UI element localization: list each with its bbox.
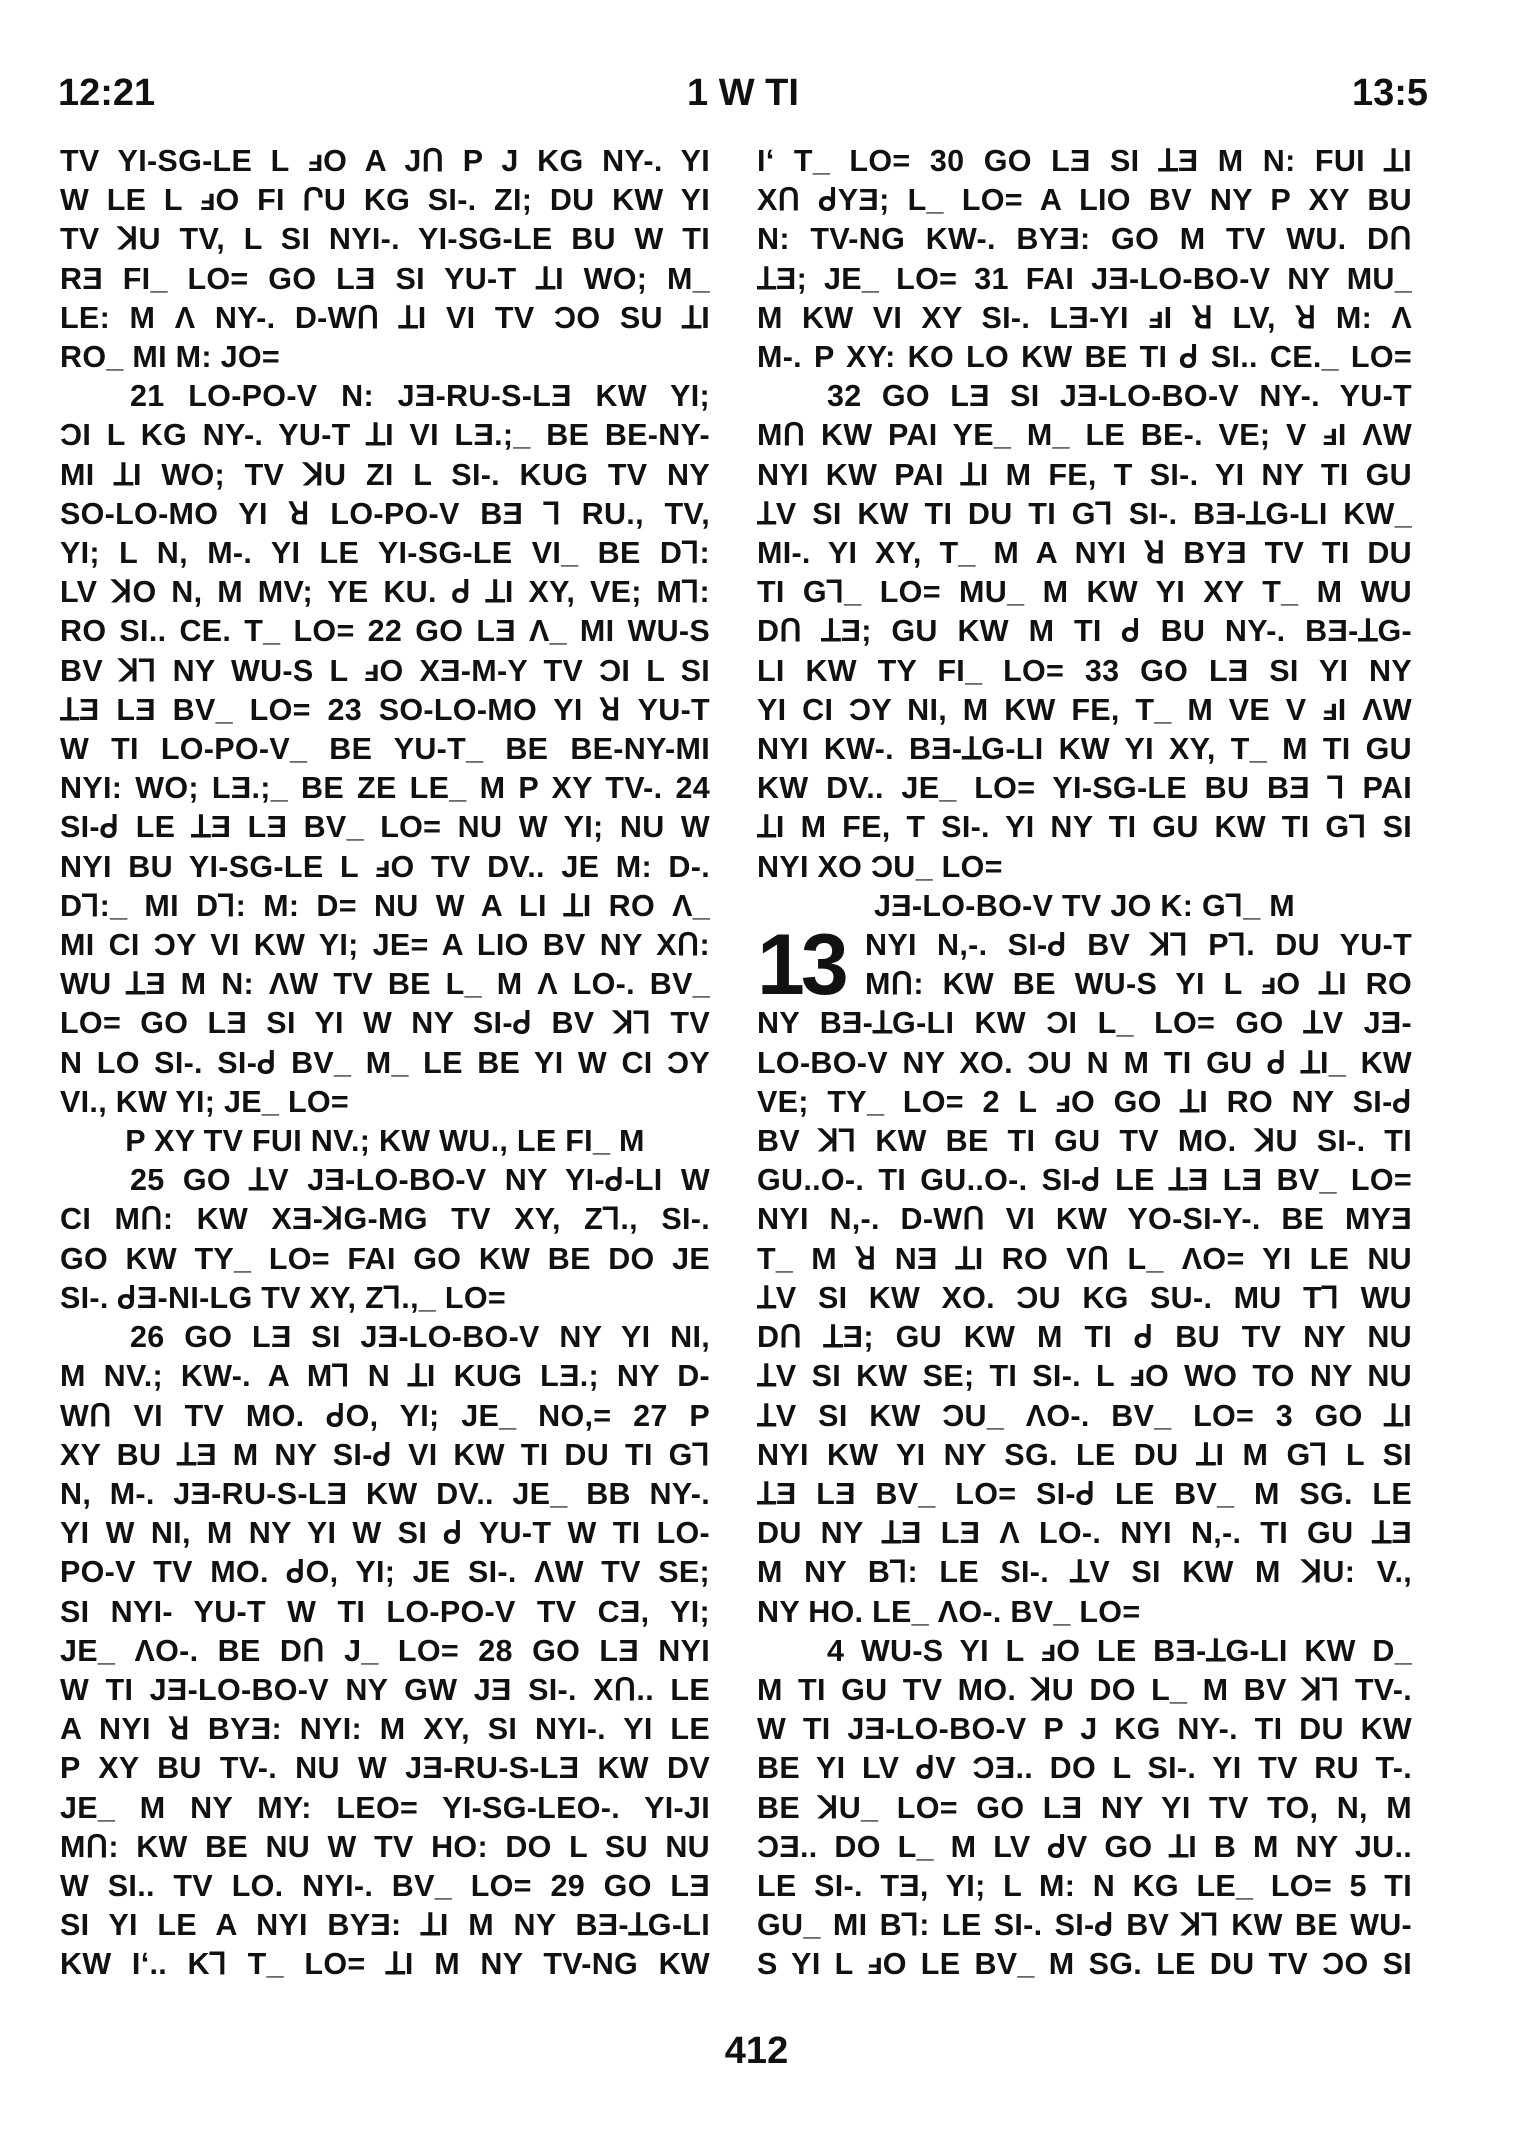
text-line: M KW VI XY SI-. LƎ-YI ⅎI ꓤ LV, ꓤ M: Λ xyxy=(757,300,1412,335)
paragraph xyxy=(60,142,710,377)
text-line: Iʻ T_ LO= 30 GO LƎ SI ꓕƎ M N: FUI ꓕI xyxy=(757,144,1412,178)
chapter-opening xyxy=(757,917,1412,1014)
text-line: 25 GO ꓕV JƎ-LO-BO-V NY YI-ᑯ-LI W xyxy=(130,1163,710,1198)
text-line: VE; TY_ LO= 2 L ⅎO GO ꓕI RO NY SI-ᑯ xyxy=(757,1084,1412,1119)
text-line: VI., KW YI; JE_ LO= xyxy=(60,1084,350,1119)
text-line: MՈ: KW BE NU W TV HO: DO L SU NU xyxy=(60,1829,710,1864)
text-line: D⅂:_ MI D⅂: M: D= NU W A LI ꓕI RO Λ_ xyxy=(60,888,710,923)
text-line: MՈ KW PAI YE_ M_ LE BE-. VE; V ⅎI ΛW xyxy=(757,418,1412,453)
text-line: M TI GU TV MO. ꓘU DO L_ M BV ꓘ⅂ TV-. xyxy=(757,1672,1412,1707)
text-line: LE SI-. TƎ, YI; L M: N KG LE_ LO= 5 TI xyxy=(757,1868,1412,1903)
text-line: W SI.. TV LO. NYI-. BV_ LO= 29 GO LƎ xyxy=(60,1868,710,1903)
header-right-reference: 13:5 xyxy=(1351,72,1428,114)
text-line: M NY B⅂: LE SI-. ꓕV SI KW M ꓘU: V., xyxy=(757,1555,1412,1590)
text-line: 21 LO-PO-V N: JƎ-RU-S-LƎ KW YI; xyxy=(130,379,710,414)
paragraph xyxy=(60,1161,710,1318)
text-line: RO_ MI M: JO= xyxy=(60,340,280,375)
paragraph xyxy=(757,142,1412,377)
text-line: LE: M Λ NY-. D-WՈ ꓕI VI TV ƆO SU ꓕI xyxy=(60,300,710,335)
section-heading: JƎ-LO-BO-V TV JO K: G⅂_ M xyxy=(873,888,1296,923)
text-line: A NYI ꓤ BYƎ: NYI: M XY, SI NYI-. YI LE xyxy=(60,1712,710,1747)
text-line: KW DV.. JE_ LO= YI-SG-LE BU BƎ ⅂ PAI xyxy=(757,771,1412,806)
text-line: NYI KW YI NY SG. LE DU ꓕI M G⅂ L SI xyxy=(757,1437,1412,1472)
text-line: WU ꓕƎ M N: ΛW TV BE L_ M Λ LO-. BV_ xyxy=(60,967,710,1002)
chapter-number: 13 xyxy=(757,917,845,1014)
text-line: LO-BO-V NY XO. ƆU N M TI GU ᑯ ꓕI_ KW xyxy=(757,1045,1412,1080)
text-line: CI MՈ: KW XƎ-ꓘG-MG TV XY, Z⅂., SI-. xyxy=(60,1202,710,1237)
right-column xyxy=(757,142,1412,1985)
text-line: M NV.; KW-. A M⅂ N ꓕI KUG LƎ.; NY D- xyxy=(60,1359,710,1394)
text-line: NY HO. LE_ ΛO-. BV_ LO= xyxy=(757,1594,1141,1629)
text-line: BE ꓘU_ LO= GO LƎ NY YI TV TO, N, M xyxy=(757,1790,1412,1825)
text-line: S YI L ⅎO LE BV_ M SG. LE DU TV ƆO SI xyxy=(757,1947,1412,1982)
text-line: LI KW TY FI_ LO= 33 GO LƎ SI YI NY xyxy=(757,653,1412,688)
text-line: BV ꓘ⅂ KW BE TI GU TV MO. ꓘU SI-. TI xyxy=(757,1124,1412,1159)
text-line: SO-LO-MO YI ꓤ LO-PO-V BƎ ⅂ RU., TV, xyxy=(60,496,710,531)
text-line: ꓕI M FE, T SI-. YI NY TI GU KW TI G⅂ SI xyxy=(757,810,1412,845)
header-left-reference: 12:21 xyxy=(58,72,156,114)
text-line: W TI JƎ-LO-BO-V NY GW JƎ SI-. XՈ.. LE xyxy=(60,1672,710,1707)
text-line: JE_ M NY MY: LEO= YI-SG-LEO-. YI-JI xyxy=(60,1790,710,1825)
text-line: LV ꓘO N, M MV; YE KU. ᑯ ꓕI XY, VE; M⅂: xyxy=(60,575,710,610)
text-line: TV ꓘU TV, L SI NYI-. YI-SG-LE BU W TI xyxy=(60,222,710,257)
text-line: 26 GO LƎ SI JƎ-LO-BO-V NY YI NI, xyxy=(130,1320,710,1355)
text-line: XՈ ᑯYƎ; L_ LO= A LIO BV NY P XY BU xyxy=(757,183,1412,218)
page-header xyxy=(58,72,1428,120)
paragraph xyxy=(60,377,710,1122)
paragraph xyxy=(60,1318,710,1984)
text-line: ꓕƎ; JE_ LO= 31 FAI JƎ-LO-BO-V NY MU_ xyxy=(757,261,1412,296)
text-line: JE_ ΛO-. BE DՈ J_ LO= 28 GO LƎ NYI xyxy=(60,1633,710,1668)
text-line: NYI: WO; LƎ.;_ BE ZE LE_ M P XY TV-. 24 xyxy=(60,771,710,806)
text-line: ƆI L KG NY-. YU-T ꓕI VI LƎ.;_ BE BE-NY- xyxy=(60,418,710,453)
left-column xyxy=(60,142,710,1985)
text-line: ꓕV SI KW SE; TI SI-. L ⅎO WO TO NY NU xyxy=(757,1359,1412,1394)
text-line: PO-V TV MO. ᑯO, YI; JE SI-. ΛW TV SE; xyxy=(60,1555,710,1590)
text-line: SI NYI- YU-T W TI LO-PO-V TV CƎ, YI; xyxy=(60,1594,710,1629)
text-line: SI-ᑯ LE ꓕƎ LƎ BV_ LO= NU W YI; NU W xyxy=(60,810,710,845)
text-line: ꓕV SI KW TI DU TI G⅂ SI-. BƎ-ꓕG-LI KW_ xyxy=(757,496,1412,531)
text-line: DՈ ꓕƎ; GU KW M TI ᑯ BU TV NY NU xyxy=(757,1320,1412,1355)
text-line: NY BƎ-ꓕG-LI KW ƆI L_ LO= GO ꓕV JƎ- xyxy=(757,1006,1412,1041)
text-line: NYI N,-. SI-ᑯ BV ꓘ⅂ P⅂. DU YU-T xyxy=(865,928,1412,963)
text-line: TV YI-SG-LE L ⅎO A JՈ P J KG NY-. YI xyxy=(60,144,710,178)
text-line: ꓕV SI KW ƆU_ ΛO-. BV_ LO= 3 GO ꓕI xyxy=(757,1398,1412,1433)
text-line: YI; L N, M-. YI LE YI-SG-LE VI_ BE D⅂: xyxy=(60,536,710,571)
text-line: XY BU ꓕƎ M NY SI-ᑯ VI KW TI DU TI G⅂ xyxy=(60,1437,710,1472)
text-line: NYI XO ƆU_ LO= xyxy=(757,849,1003,884)
text-line: GU..O-. TI GU..O-. SI-ᑯ LE ꓕƎ LƎ BV_ LO= xyxy=(757,1163,1412,1198)
text-line: MI-. YI XY, T_ M A NYI ꓤ BYƎ TV TI DU xyxy=(757,536,1412,571)
text-line: N: TV-NG KW-. BYƎ: GO M TV WU. DՈ xyxy=(757,222,1412,257)
text-line: TI G⅂_ LO= MU_ M KW YI XY T_ M WU xyxy=(757,575,1412,610)
text-line: W LE L ⅎO FI ՐU KG SI-. ZI; DU KW YI xyxy=(60,183,710,218)
text-line: GU_ MI B⅂: LE SI-. SI-ᑯ BV ꓘ⅂ KW BE WU- xyxy=(757,1908,1412,1943)
text-line: YI W NI, M NY YI W SI ᑯ YU-T W TI LO- xyxy=(60,1516,710,1551)
text-line: BV ꓘ⅂ NY WU-S L ⅎO XƎ-M-Y TV ƆI L SI xyxy=(60,653,710,688)
text-line: WՈ VI TV MO. ᑯO, YI; JE_ NO,= 27 P xyxy=(60,1398,710,1433)
text-line: ꓕV SI KW XO. ƆU KG SU-. MU T⅂ WU xyxy=(757,1280,1412,1315)
text-line: LO= GO LƎ SI YI W NY SI-ᑯ BV ꓘ⅂ TV xyxy=(60,1006,710,1041)
text-line: ƆƎ.. DO L_ M LV ᑯV GO ꓕI B M NY JU.. xyxy=(757,1829,1412,1864)
text-line: N, M-. JƎ-RU-S-LƎ KW DV.. JE_ BB NY-. xyxy=(60,1476,710,1511)
text-line: P XY BU TV-. NU W JƎ-RU-S-LƎ KW DV xyxy=(60,1751,710,1786)
text-line: NYI KW PAI ꓕI M FE, T SI-. YI NY TI GU xyxy=(757,457,1412,492)
chapter-first-lines xyxy=(865,926,1412,1004)
text-line: SI YI LE A NYI BYƎ: ꓕI M NY BƎ-ꓕG-LI xyxy=(60,1908,710,1943)
text-line: NYI KW-. BƎ-ꓕG-LI KW YI XY, T_ M TI GU xyxy=(757,732,1412,767)
text-line: ꓕƎ LƎ BV_ LO= SI-ᑯ LE BV_ M SG. LE xyxy=(757,1476,1412,1511)
text-line: M-. P XY: KO LO KW BE TI ᑯ SI.. CE._ LO= xyxy=(757,340,1412,375)
text-line: NYI BU YI-SG-LE L ⅎO TV DV.. JE M: D-. xyxy=(60,849,710,884)
text-line: NYI N,-. D-WՈ VI KW YO-SI-Y-. BE MYƎ xyxy=(757,1202,1412,1237)
text-line: DՈ ꓕƎ; GU KW M TI ᑯ BU NY-. BƎ-ꓕG- xyxy=(757,614,1412,649)
text-line: DU NY ꓕƎ LƎ Λ LO-. NYI N,-. TI GU ꓕƎ xyxy=(757,1516,1412,1551)
header-book-title: 1 W TI xyxy=(687,72,799,114)
text-line: MՈ: KW BE WU-S YI L ⅎO ꓕI RO xyxy=(865,967,1412,1002)
text-line: RO SI.. CE. T_ LO= 22 GO LƎ Λ_ MI WU-S xyxy=(60,614,710,649)
text-line: W TI LO-PO-V_ BE YU-T_ BE BE-NY-MI xyxy=(60,732,710,767)
text-line: ꓕƎ LƎ BV_ LO= 23 SO-LO-MO YI ꓤ YU-T xyxy=(60,692,710,727)
text-line: BE YI LV ᑯV ƆƎ.. DO L SI-. YI TV RU T-. xyxy=(757,1751,1412,1786)
text-line: T_ M ꓤ NƎ ꓕI RO VՈ L_ ΛO= YI LE NU xyxy=(757,1241,1412,1276)
text-line: KW Iʻ.. K⅂ T_ LO= ꓕI M NY TV-NG KW xyxy=(60,1947,710,1982)
text-line: N LO SI-. SI-ᑯ BV_ M_ LE BE YI W CI ƆY xyxy=(60,1045,710,1080)
paragraph xyxy=(757,1632,1412,1985)
paragraph xyxy=(757,377,1412,887)
text-line: GO KW TY_ LO= FAI GO KW BE DO JE xyxy=(60,1241,710,1276)
text-line: YI CI ƆY NI, M KW FE, T_ M VE V ⅎI ΛW xyxy=(757,692,1412,727)
text-line: RƎ FI_ LO= GO LƎ SI YU-T ꓕI WO; M_ xyxy=(60,261,710,296)
paragraph xyxy=(757,1004,1412,1631)
section-heading: P XY TV FUI NV.; KW WU., LE FI_ M xyxy=(125,1124,645,1159)
text-line: 4 WU-S YI L ⅎO LE BƎ-ꓕG-LI KW D_ xyxy=(827,1633,1412,1668)
text-line: MI ꓕI WO; TV ꓘU ZI L SI-. KUG TV NY xyxy=(60,457,710,492)
text-line: SI-. ᑯƎ-NI-LG TV XY, Z⅂.,_ LO= xyxy=(60,1280,506,1315)
text-line: 32 GO LƎ SI JƎ-LO-BO-V NY-. YU-T xyxy=(827,379,1412,414)
page-number: 412 xyxy=(724,2030,789,2072)
text-line: W TI JƎ-LO-BO-V P J KG NY-. TI DU KW xyxy=(757,1712,1412,1747)
text-line: MI CI ƆY VI KW YI; JE= A LIO BV NY XՈ: xyxy=(60,928,710,963)
